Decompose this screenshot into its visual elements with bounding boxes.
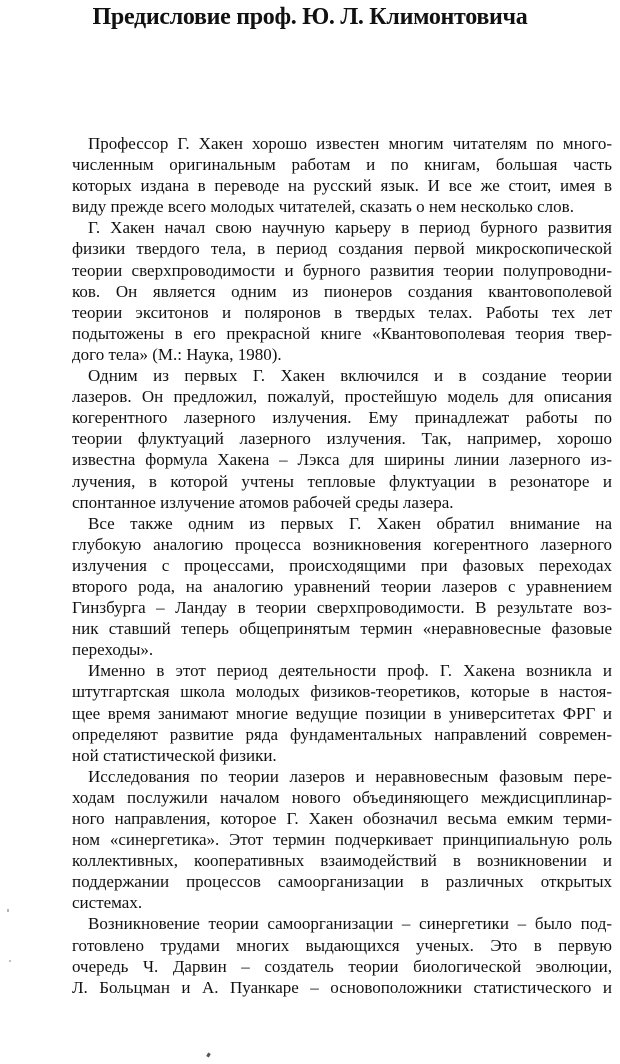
paragraph [72,365,612,513]
text-line: физики твердого тела, в период создания первой микроскопической [72,239,612,259]
text-line: очередь Ч. Дарвин – создатель теории биологической эволюции, [72,956,612,976]
text-line: штутгартская школа молодых физиков-теоретиков, которые в настоя- [72,682,612,702]
text-line: Л. Больцман и А. Пуанкаре – основоположники статистического и [72,977,612,997]
text-line: лазеров. Он предложил, пожалуй, простейшую модель для описания [72,387,612,407]
scan-speck [206,1053,211,1058]
text-line: Именно в этот период деятельности проф. Г. Хакена возникла и [88,661,612,681]
text-line: ник ставший теперь общепринятым термин «неравновесные фазовые [72,619,612,639]
text-line: Профессор Г. Хакен хорошо известен многим читателям по много- [88,134,612,153]
text-line: определяют развитие ряда фундаментальных направлений современ- [72,724,612,744]
paragraph [72,660,612,765]
text-line: ков. Он является одним из пионеров создания квантовополевой [72,281,612,301]
paragraph [72,513,612,661]
paragraph [72,913,612,997]
paragraph [72,217,612,365]
page-title: Предисловие проф. Ю. Л. Климонтовича [92,4,528,30]
text-line: ного направления, которое Г. Хакен обозначил весьма емким терми- [72,809,612,828]
text-line: готовлено трудами многих выдающихся ученых. Это в первую [72,935,612,955]
text-line: виду прежде всего молодых читателей, сказать о нем несколько слов. [72,197,574,217]
text-line: щее время занимают многие ведущие позиции в университетах ФРГ и [72,703,612,723]
text-line: Исследования по теории лазеров и неравновесным фазовым пере- [88,766,612,786]
text-line: когерентного лазерного излучения. Ему принадлежат работы по [72,408,612,428]
paragraph [72,766,612,914]
text-line: которых издана в переводе на русский язык. И все же стоит, имея в [72,176,612,196]
scan-speck [9,960,11,962]
text-line: Гинзбурга – Ландау в теории сверхпроводимости. В результате воз- [72,598,612,618]
text-line: численным оригинальным работам и по книгам, большая часть [72,155,612,175]
text-line: системах. [72,893,143,913]
text-line: спонтанное излучение атомов рабочей среды лазера. [72,492,454,512]
text-line: второго рода, на аналогию уравнений теории лазеров с уравнением [72,576,612,596]
text-line: лучения, в которой учтены тепловые флуктуации в резонаторе и [72,471,612,491]
text-line: глубокую аналогию процесса возникновения когерентного лазерного [72,534,612,554]
text-line: известна формула Хакена – Лэкса для ширины линии лазерного из- [72,450,612,470]
paragraph [72,133,612,217]
text-line: ходам послужили началом нового объединяющего междисциплинар- [72,787,612,807]
text-line: ной статистической физики. [72,745,277,765]
text-line: теории сверхпроводимости и бурного развития теории полупроводни- [72,260,612,280]
text-line: излучения с процессами, происходящими при фазовых переходах [72,555,612,575]
text-line: переходы». [72,640,154,660]
text-line: коллективных, кооперативных взаимодействий в возникновении и [72,851,612,871]
text-line: ном «синергетика». Этот термин подчеркивает принципиальную роль [72,830,612,850]
text-line: Одним из первых Г. Хакен включился и в создание теории [88,366,612,386]
text-line: Г. Хакен начал свою научную карьеру в период бурного развития [88,218,612,238]
text-line: Возникновение теории самоорганизации – синергетики – было под- [88,914,612,934]
text-line: теории экситонов и поляронов в твердых телах. Работы тех лет [72,302,612,322]
text-line: поддержании процессов самоорганизации в различных открытых [72,872,612,892]
text-line: подытожены в его прекрасной книге «Квантовополевая теория твер- [72,323,612,343]
body-text [72,133,612,998]
text-line: теории флуктуаций лазерного излучения. Так, например, хорошо [72,429,612,449]
scan-speck [7,909,9,912]
text-line: дого тела» (М.: Наука, 1980). [72,344,282,364]
text-line: Все также одним из первых Г. Хакен обратил внимание на [88,513,612,533]
